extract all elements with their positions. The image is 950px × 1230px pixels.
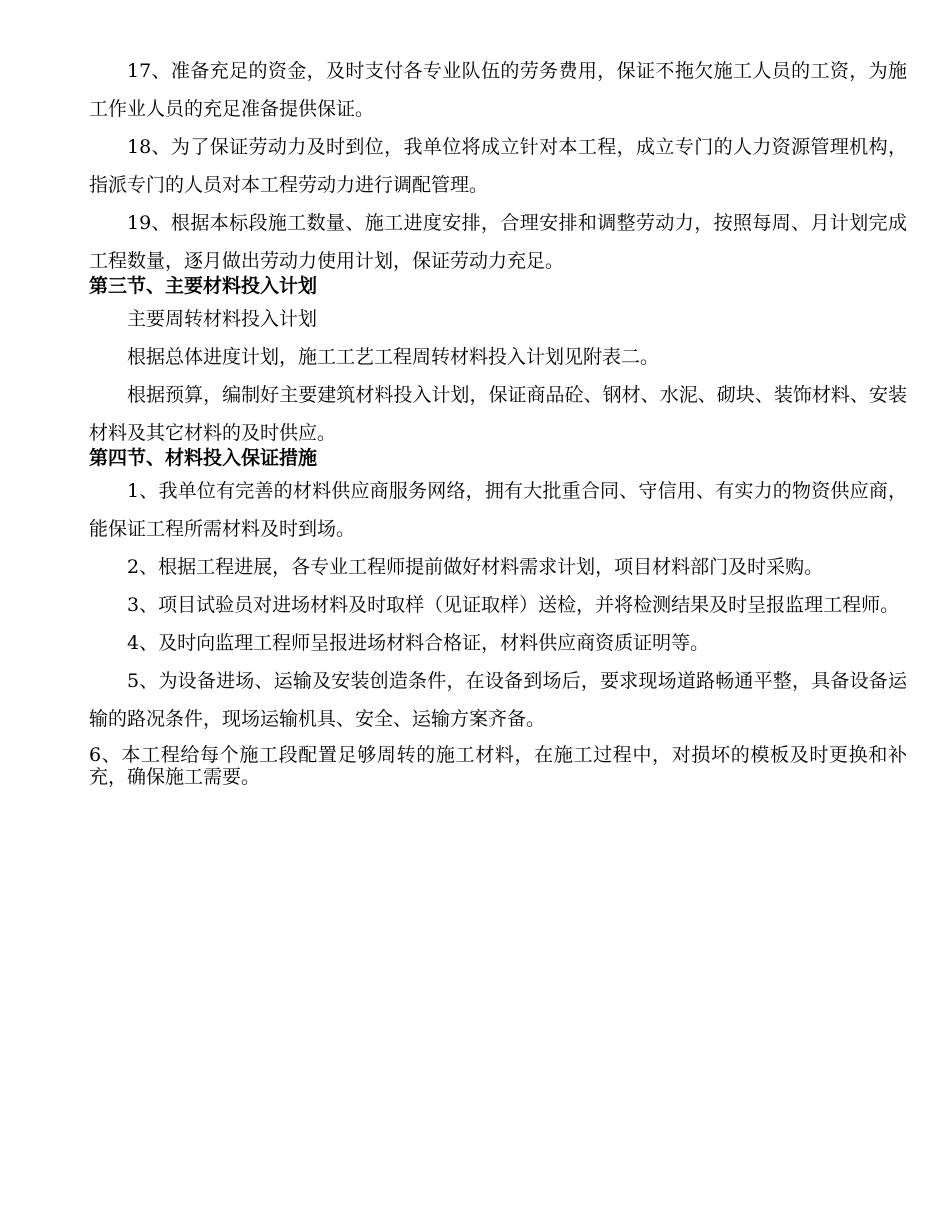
- section-4-item-1: 1、我单位有完善的材料供应商服务网络，拥有大批重合同、守信用、有实力的物资供应商，能保证工程所需材料及时到场。: [89, 480, 907, 540]
- document-page: [89, 52, 907, 788]
- paragraph-17: 17、准备充足的资金，及时支付各专业队伍的劳务费用，保证不拖欠施工人员的工资，为施工作业人员的充足准备提供保证。: [89, 60, 907, 120]
- section-4-item-4: 4、及时向监理工程师呈报进场材料合格证，材料供应商资质证明等。: [127, 632, 710, 654]
- section-4-heading: 第四节、材料投入保证措施: [89, 447, 318, 469]
- section-4-item-5: 5、为设备进场、运输及安装创造条件，在设备到场后，要求现场道路畅通平整，具备设备运输的路况条件，现场运输机具、安全、运输方案齐备。: [89, 670, 907, 730]
- paragraph-18: 18、为了保证劳动力及时到位，我单位将成立针对本工程，成立专门的人力资源管理机构，指派专门的人员对本工程劳动力进行调配管理。: [89, 136, 907, 196]
- section-4-item-3: 3、项目试验员对进场材料及时取样（见证取样）送检，并将检测结果及时呈报监理工程师。: [127, 594, 900, 616]
- section-3-paragraph-1: 主要周转材料投入计划: [127, 308, 318, 330]
- section-4-item-6: 6、本工程给每个施工段配置足够周转的施工材料，在施工过程中，对损坏的模板及时更换和补充，确保施工需要。: [89, 744, 907, 788]
- section-3-heading: 第三节、主要材料投入计划: [89, 275, 318, 297]
- paragraph-19: 19、根据本标段施工数量、施工进度安排，合理安排和调整劳动力，按照每周、月计划完成工程数量，逐月做出劳动力使用计划，保证劳动力充足。: [89, 212, 907, 272]
- section-4-item-2: 2、根据工程进展，各专业工程师提前做好材料需求计划，项目材料部门及时采购。: [127, 556, 824, 578]
- section-3-paragraph-3: 根据预算，编制好主要建筑材料投入计划，保证商品砼、钢材、水泥、砌块、装饰材料、安装材料及其它材料的及时供应。: [89, 384, 907, 444]
- section-3-paragraph-2: 根据总体进度计划，施工工艺工程周转材料投入计划见附表二。: [127, 346, 660, 368]
